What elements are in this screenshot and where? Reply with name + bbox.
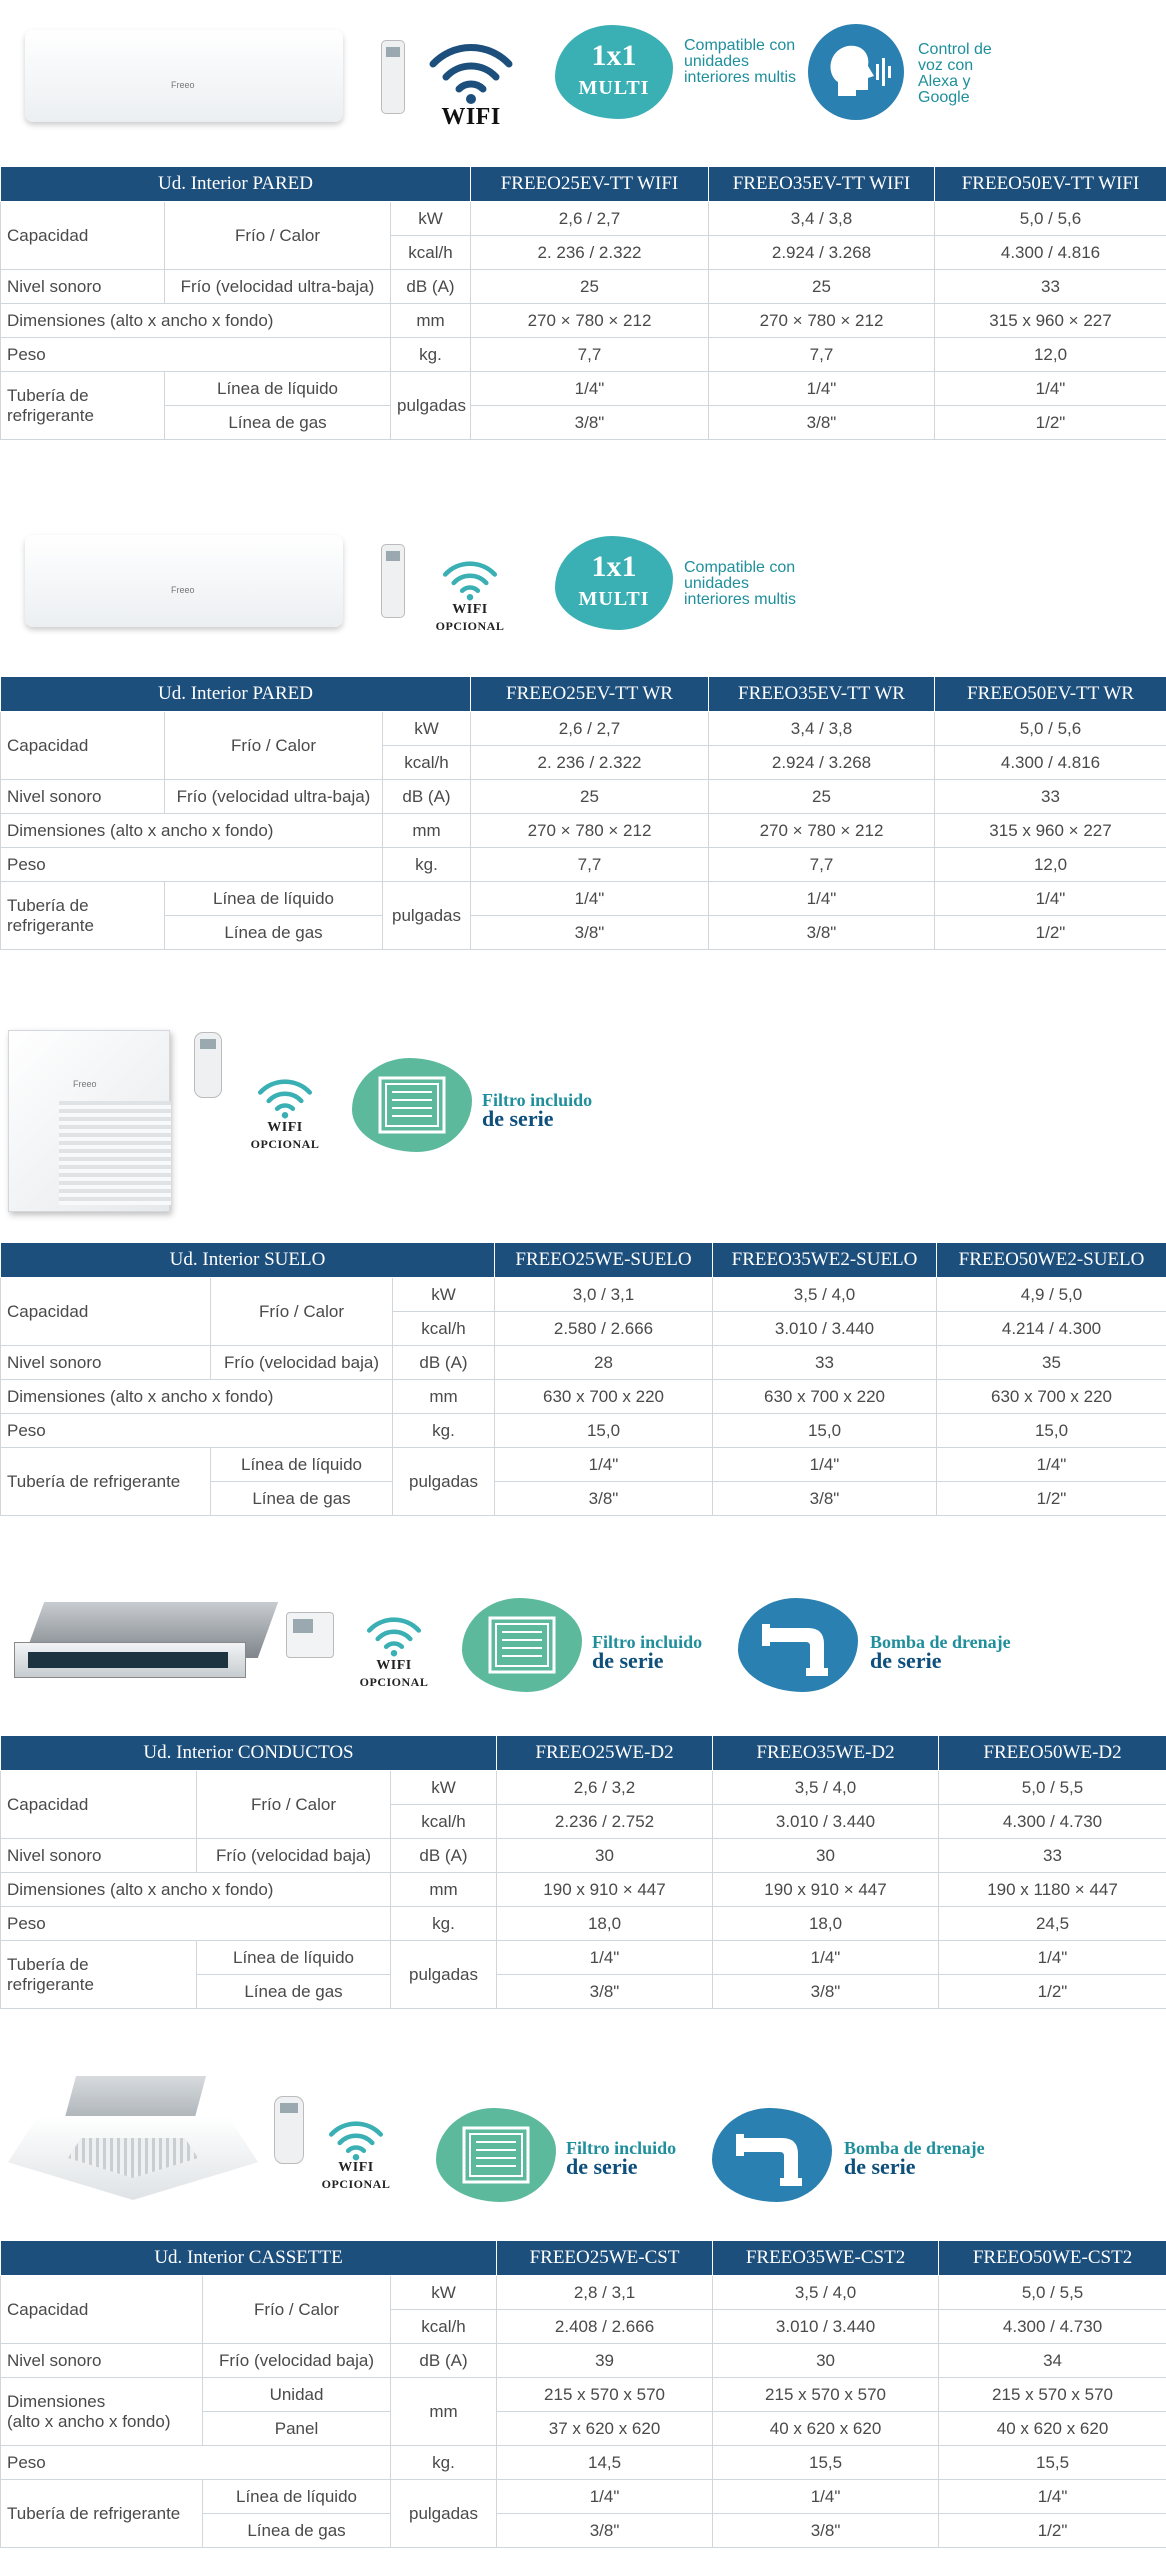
unit: kcal/h — [391, 236, 471, 270]
cell: 1/4" — [937, 1448, 1166, 1482]
unit: dB (A) — [383, 780, 471, 814]
cell: 215 x 570 x 570 — [939, 2378, 1166, 2412]
row-label: Capacidad — [1, 2276, 203, 2344]
cell: 1/4" — [471, 882, 709, 916]
unit: kW — [393, 1278, 495, 1312]
table-title: Ud. Interior SUELO — [1, 1243, 495, 1278]
row-sublabel: Línea de líquido — [165, 882, 383, 916]
cell: 1/2" — [935, 406, 1166, 440]
model-header: FREEO25EV-TT WR — [471, 677, 709, 712]
row-sublabel: Línea de gas — [203, 2514, 391, 2548]
cell: 4.300 / 4.730 — [939, 1805, 1166, 1839]
row-sublabel: Frío / Calor — [165, 202, 391, 270]
unit: dB (A) — [391, 2344, 497, 2378]
row-sublabel: Línea de gas — [165, 406, 391, 440]
unit: dB (A) — [393, 1346, 495, 1380]
unit: kW — [391, 2276, 497, 2310]
row-label: Capacidad — [1, 202, 165, 270]
pump-badge — [712, 2108, 832, 2202]
cell: 3/8" — [497, 1975, 713, 2009]
row-label: Peso — [1, 848, 383, 882]
unit: pulgadas — [391, 372, 471, 440]
cell: 35 — [937, 1346, 1166, 1380]
model-header: FREEO50WE-CST2 — [939, 2241, 1166, 2276]
cell: 3,0 / 3,1 — [495, 1278, 713, 1312]
row-label: Capacidad — [1, 1771, 197, 1839]
filter-text — [566, 2140, 726, 2178]
wifi-label: WIFI — [441, 104, 501, 130]
model-header: FREEO35WE-CST2 — [713, 2241, 939, 2276]
cell: 2. 236 / 2.322 — [471, 746, 709, 780]
cell: 3,5 / 4,0 — [713, 2276, 939, 2310]
cell: 630 x 700 x 220 — [937, 1380, 1166, 1414]
row-sublabel: Línea de líquido — [211, 1448, 393, 1482]
cell: 15,5 — [713, 2446, 939, 2480]
drain-pump-icon — [712, 2108, 832, 2202]
multi-top: 1x1 — [591, 39, 637, 72]
cassette-unit-image — [8, 2066, 258, 2206]
row-label: Nivel sonoro — [1, 2344, 203, 2378]
unit: kW — [383, 712, 471, 746]
pump-line2: de serie — [844, 2154, 916, 2179]
cell: 25 — [471, 780, 709, 814]
model-header: FREEO25WE-SUELO — [495, 1243, 713, 1278]
row-label: Dimensiones (alto x ancho x fondo) — [1, 304, 391, 338]
cell: 1/2" — [935, 916, 1166, 950]
unit: mm — [391, 1873, 497, 1907]
cell: 1/4" — [497, 1941, 713, 1975]
cell: 3/8" — [709, 916, 935, 950]
cell: 270 × 780 × 212 — [471, 814, 709, 848]
cell: 15,0 — [937, 1414, 1166, 1448]
cell: 40 x 620 x 620 — [713, 2412, 939, 2446]
row-label: Peso — [1, 338, 391, 372]
model-header: FREEO35WE-D2 — [713, 1736, 939, 1771]
row-label-line: refrigerante — [7, 915, 94, 935]
cell: 1/4" — [713, 1941, 939, 1975]
wifi-optional-label — [420, 602, 520, 635]
wifi-optional-label — [306, 2160, 406, 2193]
row-label-line: Tubería de — [7, 1954, 89, 1974]
cell: 3/8" — [495, 1482, 713, 1516]
row-label: Capacidad — [1, 1278, 211, 1346]
wifi-optional-line2: OPCIONAL — [435, 619, 505, 633]
model-header: FREEO50EV-TT WR — [935, 677, 1166, 712]
cell: 3,5 / 4,0 — [713, 1278, 937, 1312]
multi-top: 1x1 — [591, 550, 637, 583]
cell: 270 × 780 × 212 — [471, 304, 709, 338]
brand-label: Freeo — [73, 1079, 97, 1089]
unit: kcal/h — [393, 1312, 495, 1346]
voice-text: Control de voz con Alexa y Google — [918, 41, 992, 106]
voice-control-badge — [808, 24, 904, 120]
filter-line2: de serie — [592, 1648, 664, 1673]
row-label: Capacidad — [1, 712, 165, 780]
cell: 4.300 / 4.730 — [939, 2310, 1166, 2344]
unit: kg. — [391, 2446, 497, 2480]
remote-image — [381, 40, 405, 114]
cell: 1/2" — [937, 1482, 1166, 1516]
cell: 1/4" — [713, 1448, 937, 1482]
cell: 4.300 / 4.816 — [935, 236, 1166, 270]
cell: 4.214 / 4.300 — [937, 1312, 1166, 1346]
multi-bottom: MULTI — [578, 588, 650, 610]
unit: dB (A) — [391, 270, 471, 304]
filter-badge — [352, 1058, 472, 1152]
cell: 1/4" — [709, 882, 935, 916]
wifi-optional-line1: WIFI — [376, 1658, 412, 1673]
cell: 215 x 570 x 570 — [497, 2378, 713, 2412]
wifi-optional-line1: WIFI — [338, 2160, 374, 2175]
section-2-icons — [0, 510, 1166, 670]
cell: 1/4" — [939, 1941, 1166, 1975]
row-sublabel: Frío / Calor — [165, 712, 383, 780]
row-sublabel: Frío / Calor — [203, 2276, 391, 2344]
cell: 25 — [709, 270, 935, 304]
unit: pulgadas — [393, 1448, 495, 1516]
pump-text — [870, 1634, 1070, 1672]
multi-badge — [555, 25, 673, 119]
cell: 4.300 / 4.816 — [935, 746, 1166, 780]
cell: 12,0 — [935, 848, 1166, 882]
section-1-icons — [0, 0, 1166, 160]
row-sublabel: Frío (velocidad ultra-baja) — [165, 270, 391, 304]
unit: mm — [391, 2378, 497, 2446]
pump-text — [844, 2140, 1044, 2178]
unit: pulgadas — [391, 2480, 497, 2548]
row-sublabel: Frío (velocidad ultra-baja) — [165, 780, 383, 814]
wifi-icon — [366, 1612, 422, 1658]
filter-icon — [352, 1058, 472, 1152]
cell: 215 x 570 x 570 — [713, 2378, 939, 2412]
cell: 3,4 / 3,8 — [709, 202, 935, 236]
row-label-line: (alto x ancho x fondo) — [7, 2411, 171, 2431]
cell: 190 x 910 × 447 — [497, 1873, 713, 1907]
cell: 1/2" — [939, 2514, 1166, 2548]
wifi-icon — [328, 2116, 384, 2162]
table-title: Ud. Interior PARED — [1, 677, 471, 712]
cell: 190 x 910 × 447 — [713, 1873, 939, 1907]
cell: 1/2" — [939, 1975, 1166, 2009]
spec-table-suelo — [0, 1242, 1166, 1516]
filter-line2: de serie — [482, 1106, 554, 1131]
model-header: FREEO25WE-CST — [497, 2241, 713, 2276]
multi-bottom: MULTI — [578, 77, 650, 99]
cell: 1/4" — [471, 372, 709, 406]
row-sublabel: Línea de gas — [165, 916, 383, 950]
cell: 2.924 / 3.268 — [709, 746, 935, 780]
row-label-line: refrigerante — [7, 405, 94, 425]
cell: 3.010 / 3.440 — [713, 1312, 937, 1346]
cell: 3/8" — [497, 2514, 713, 2548]
wifi-optional-line2: OPCIONAL — [250, 1137, 320, 1151]
wifi-optional-line1: WIFI — [452, 602, 488, 617]
model-header: FREEO25EV-TT WIFI — [471, 167, 709, 202]
cell: 3.010 / 3.440 — [713, 2310, 939, 2344]
wifi-icon — [442, 556, 498, 602]
cell: 3/8" — [713, 1482, 937, 1516]
table-title: Ud. Interior CASSETTE — [1, 2241, 497, 2276]
unit: pulgadas — [391, 1941, 497, 2009]
wifi-optional-line1: WIFI — [267, 1120, 303, 1135]
filter-line1: Filtro incluido — [566, 2138, 677, 2158]
row-sublabel: Línea de gas — [197, 1975, 391, 2009]
row-sublabel: Línea de gas — [211, 1482, 393, 1516]
table-title: Ud. Interior CONDUCTOS — [1, 1736, 497, 1771]
table-title: Ud. Interior PARED — [1, 167, 471, 202]
filter-badge — [462, 1598, 582, 1692]
cell: 14,5 — [497, 2446, 713, 2480]
row-label-line: Tubería de — [7, 385, 89, 405]
row-sublabel: Línea de líquido — [165, 372, 391, 406]
unit: kW — [391, 202, 471, 236]
cell: 7,7 — [471, 848, 709, 882]
model-header: FREEO50WE-D2 — [939, 1736, 1166, 1771]
cell: 12,0 — [935, 338, 1166, 372]
row-label: Dimensiones (alto x ancho x fondo) — [1, 814, 383, 848]
filter-line1: Filtro incluido — [592, 1632, 703, 1652]
section-3-icons — [0, 1020, 1166, 1240]
remote-image — [381, 544, 405, 618]
row-sublabel: Frío (velocidad baja) — [211, 1346, 393, 1380]
wifi-icon — [428, 36, 514, 106]
cell: 1/4" — [935, 882, 1166, 916]
row-sublabel: Frío / Calor — [211, 1278, 393, 1346]
cell: 2,8 / 3,1 — [497, 2276, 713, 2310]
cell: 630 x 700 x 220 — [713, 1380, 937, 1414]
unit: kcal/h — [391, 1805, 497, 1839]
cell: 25 — [471, 270, 709, 304]
cell: 30 — [497, 1839, 713, 1873]
cell: 630 x 700 x 220 — [495, 1380, 713, 1414]
model-header: FREEO25WE-D2 — [497, 1736, 713, 1771]
unit: kW — [391, 1771, 497, 1805]
section-5-icons — [0, 2060, 1166, 2235]
model-header: FREEO35EV-TT WR — [709, 677, 935, 712]
cell: 33 — [939, 1839, 1166, 1873]
row-label: Tubería de refrigerante — [1, 2480, 203, 2548]
row-sublabel: Frío / Calor — [197, 1771, 391, 1839]
remote-image — [274, 2096, 304, 2164]
row-label — [1, 882, 165, 950]
row-label: Dimensiones (alto x ancho x fondo) — [1, 1873, 391, 1907]
wifi-optional-label — [344, 1658, 444, 1691]
cell: 1/4" — [709, 372, 935, 406]
cell: 3/8" — [713, 1975, 939, 2009]
cell: 1/4" — [497, 2480, 713, 2514]
row-sublabel: Frío (velocidad baja) — [203, 2344, 391, 2378]
cell: 2. 236 / 2.322 — [471, 236, 709, 270]
row-label: Nivel sonoro — [1, 270, 165, 304]
cell: 190 x 1180 × 447 — [939, 1873, 1166, 1907]
cell: 7,7 — [709, 848, 935, 882]
unit: mm — [393, 1380, 495, 1414]
cell: 3/8" — [709, 406, 935, 440]
cell: 33 — [935, 270, 1166, 304]
row-label-line: refrigerante — [7, 1974, 94, 1994]
cell: 1/4" — [713, 2480, 939, 2514]
cell: 1/4" — [939, 2480, 1166, 2514]
row-label-line: Tubería de — [7, 895, 89, 915]
filter-line2: de serie — [566, 2154, 638, 2179]
model-header: FREEO50WE2-SUELO — [937, 1243, 1166, 1278]
cell: 3,5 / 4,0 — [713, 1771, 939, 1805]
wall-controller-image — [286, 1612, 334, 1658]
pump-line2: de serie — [870, 1648, 942, 1673]
wifi-icon — [257, 1074, 313, 1120]
floor-unit-image — [8, 1030, 170, 1212]
remote-image — [194, 1032, 222, 1098]
cell: 2.924 / 3.268 — [709, 236, 935, 270]
cell: 3.010 / 3.440 — [713, 1805, 939, 1839]
cell: 315 x 960 × 227 — [935, 814, 1166, 848]
unit: mm — [383, 814, 471, 848]
voice-head-icon — [808, 24, 904, 120]
cell: 2.580 / 2.666 — [495, 1312, 713, 1346]
cell: 25 — [709, 780, 935, 814]
model-header: FREEO50EV-TT WIFI — [935, 167, 1166, 202]
cell: 3,4 / 3,8 — [709, 712, 935, 746]
cell: 5,0 / 5,6 — [935, 712, 1166, 746]
unit: kcal/h — [383, 746, 471, 780]
filter-badge — [436, 2108, 556, 2202]
cell: 3/8" — [713, 2514, 939, 2548]
brand-label: Freeo — [171, 585, 195, 595]
filter-text — [592, 1634, 752, 1672]
cell: 1/4" — [495, 1448, 713, 1482]
duct-unit-image — [14, 1602, 272, 1680]
row-label: Peso — [1, 1414, 393, 1448]
cell: 30 — [713, 1839, 939, 1873]
cell: 270 × 780 × 212 — [709, 304, 935, 338]
row-label: Nivel sonoro — [1, 780, 165, 814]
unit: mm — [391, 304, 471, 338]
model-header: FREEO35EV-TT WIFI — [709, 167, 935, 202]
cell: 34 — [939, 2344, 1166, 2378]
row-label — [1, 2378, 203, 2446]
row-sublabel: Unidad — [203, 2378, 391, 2412]
cell: 5,0 / 5,5 — [939, 1771, 1166, 1805]
compatible-text: Compatible con unidades interiores multis — [684, 37, 797, 86]
row-label-line: Dimensiones — [7, 2391, 106, 2411]
wall-unit-image — [25, 535, 343, 627]
cell: 1/4" — [935, 372, 1166, 406]
unit: kg. — [391, 1907, 497, 1941]
cell: 37 x 620 x 620 — [497, 2412, 713, 2446]
cell: 33 — [713, 1346, 937, 1380]
row-label: Dimensiones (alto x ancho x fondo) — [1, 1380, 393, 1414]
wifi-optional-line2: OPCIONAL — [359, 1675, 429, 1689]
cell: 39 — [497, 2344, 713, 2378]
spec-table-conductos — [0, 1735, 1166, 2009]
row-label: Peso — [1, 1907, 391, 1941]
unit: pulgadas — [383, 882, 471, 950]
cell: 28 — [495, 1346, 713, 1380]
model-header: FREEO35WE2-SUELO — [713, 1243, 937, 1278]
cell: 30 — [713, 2344, 939, 2378]
row-label: Nivel sonoro — [1, 1346, 211, 1380]
brand-label: Freeo — [171, 80, 195, 90]
cell: 2,6 / 2,7 — [471, 712, 709, 746]
row-label: Nivel sonoro — [1, 1839, 197, 1873]
cell: 5,0 / 5,5 — [939, 2276, 1166, 2310]
wifi-optional-line2: OPCIONAL — [321, 2177, 391, 2191]
filter-icon — [462, 1598, 582, 1692]
unit: kcal/h — [391, 2310, 497, 2344]
row-label — [1, 372, 165, 440]
section-4-icons — [0, 1582, 1166, 1732]
compatible-text: Compatible con unidades interiores multis — [684, 559, 797, 608]
spec-table-pared-wr — [0, 676, 1166, 950]
row-sublabel: Panel — [203, 2412, 391, 2446]
multi-badge — [555, 536, 673, 630]
cell: 24,5 — [939, 1907, 1166, 1941]
cell: 33 — [935, 780, 1166, 814]
cell: 7,7 — [709, 338, 935, 372]
cell: 2,6 / 2,7 — [471, 202, 709, 236]
spec-table-pared-wifi — [0, 166, 1166, 440]
cell: 15,0 — [713, 1414, 937, 1448]
row-label — [1, 1941, 197, 2009]
cell: 2.408 / 2.666 — [497, 2310, 713, 2344]
wall-unit-image — [25, 30, 343, 122]
row-sublabel: Frío (velocidad baja) — [197, 1839, 391, 1873]
wifi-optional-label — [235, 1120, 335, 1153]
pump-line1: Bomba de drenaje — [844, 2138, 985, 2158]
drain-pump-icon — [738, 1598, 858, 1692]
unit: kg. — [383, 848, 471, 882]
unit: dB (A) — [391, 1839, 497, 1873]
cell: 2,6 / 3,2 — [497, 1771, 713, 1805]
spec-table-cassette — [0, 2240, 1166, 2548]
cell: 15,0 — [495, 1414, 713, 1448]
filter-icon — [436, 2108, 556, 2202]
cell: 315 x 960 × 227 — [935, 304, 1166, 338]
cell: 4,9 / 5,0 — [937, 1278, 1166, 1312]
cell: 2.236 / 2.752 — [497, 1805, 713, 1839]
cell: 15,5 — [939, 2446, 1166, 2480]
row-sublabel: Línea de líquido — [197, 1941, 391, 1975]
cell: 18,0 — [497, 1907, 713, 1941]
cell: 3/8" — [471, 916, 709, 950]
cell: 18,0 — [713, 1907, 939, 1941]
unit: kg. — [391, 338, 471, 372]
unit: kg. — [393, 1414, 495, 1448]
pump-line1: Bomba de drenaje — [870, 1632, 1011, 1652]
cell: 5,0 / 5,6 — [935, 202, 1166, 236]
row-sublabel: Línea de líquido — [203, 2480, 391, 2514]
row-label: Peso — [1, 2446, 391, 2480]
row-label: Tubería de refrigerante — [1, 1448, 211, 1516]
cell: 3/8" — [471, 406, 709, 440]
cell: 40 x 620 x 620 — [939, 2412, 1166, 2446]
filter-text — [482, 1092, 642, 1130]
filter-line1: Filtro incluido — [482, 1090, 593, 1110]
pump-badge — [738, 1598, 858, 1692]
cell: 7,7 — [471, 338, 709, 372]
cell: 270 × 780 × 212 — [709, 814, 935, 848]
